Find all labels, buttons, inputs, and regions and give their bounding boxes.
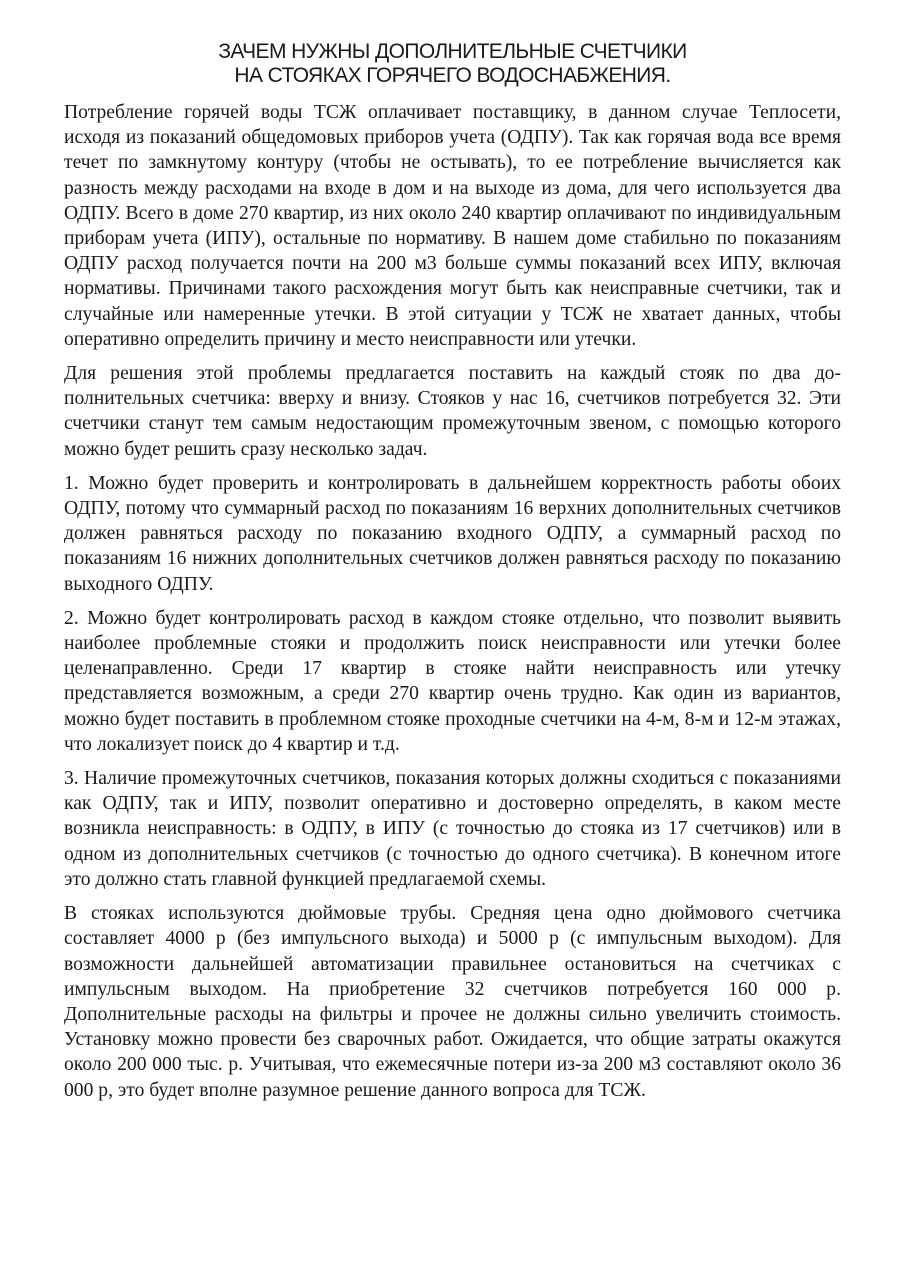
title-line-2: НА СТОЯКАХ ГОРЯЧЕГО ВОДОСНАБЖЕНИЯ. <box>234 64 671 87</box>
paragraph-intro: Потребление горячей воды ТСЖ оплачивает поставщику, в данном случае Теплосети, исходя из показаний общедомовых приборов учета (ОДПУ). Так как горячая вода все время течет по замкнутому контуру (чтобы не остывать), то ее потребление вычисляется как разность между расходами на входе в дом и на выходе из дома, для чего используется два ОДПУ. Всего в доме 270 квартир, из них около 240 квартир оплачивают по индивидуальным приборам учета (ИПУ), остальные по нормативу. В нашем доме стабильно по показаниям ОДПУ расход получается почти на 200 м3 больше суммы показаний всех ИПУ, включая нормативы. Причинами такого расхождения могут быть как неисправные счетчики, так и случайные или намеренные утечки. В этой ситуации у ТСЖ не хватает данных, чтобы оперативно определить причину и место неисправности или утечки. <box>64 102 841 350</box>
paragraph-point-3: 3. Наличие промежуточных счетчиков, показания которых должны сходиться с показаниями как ОДПУ, так и ИПУ, позволит оперативно и достоверно определять, в каком месте возникла неисправность: в ОДПУ, в ИПУ (с точностью до стояка из 17 счетчиков) или в одном из дополнительных счетчиков (с точностью до одного счетчика). В конечном итоге это должно стать главной функцией предлагаемой схемы. <box>64 768 841 890</box>
document-title <box>64 40 841 88</box>
paragraph-point-2: 2. Можно будет контролировать расход в каждом стояке отдельно, что позволит выявить наиболее проблемные стояки и продолжить поиск неисправности или утечки более целенаправленно. Среди 17 квартир в стояке найти неисправность или утечку представляется возможным, а среди 270 квартир очень трудно. Как один из вариантов, можно будет поставить в проблемном стояке проходные счетчики на 4-м, 8-м и 12-м этажах, что локализует поиск до 4 квартир и т.д. <box>64 607 841 755</box>
paragraph-proposal: Для решения этой проблемы предлагается поставить на каждый стояк по два дополнительных счетчика: вверху и внизу. Стояков у нас 16, счетчиков потребуется 32. Эти счетчики станут тем самым недостающим промежуточным звеном, с помощью которого можно будет решить сразу несколько задач. <box>64 363 841 460</box>
title-line-1: ЗАЧЕМ НУЖНЫ ДОПОЛНИТЕЛЬНЫЕ СЧЕТЧИКИ <box>218 40 687 63</box>
paragraph-costs: В стояках используются дюймовые трубы. Средняя цена одно дюймового счетчика составляет 4000 р (без импульсного выхода) и 5000 р (с импульсным выходом). Для возможности дальнейшей автоматизации правильнее остановиться на счетчиках с импульсным выходом. На приобретение 32 счетчиков потребуется 160 000 р. Дополнительные расходы на фильтры и прочее не должны сильно увеличить стоимость. Установку можно провести без сварочных работ. Ожидается, что общие затраты окажутся около 200 000 тыс. р. Учитывая, что ежемесячные потери из-за 200 м3 составляют около 36 000 р, это будет вполне разумное решение данного вопроса для ТСЖ. <box>64 903 841 1101</box>
paragraph-point-1: 1. Можно будет проверить и контролировать в дальнейшем корректность работы обоих ОДПУ, потому что суммарный расход по показаниям 16 верхних дополнительных счетчиков должен равняться расходу по показанию входного ОДПУ, а суммарный расход по показаниям 16 нижних дополнительных счетчиков должен равняться расходу по показанию выходного ОДПУ. <box>64 472 841 595</box>
